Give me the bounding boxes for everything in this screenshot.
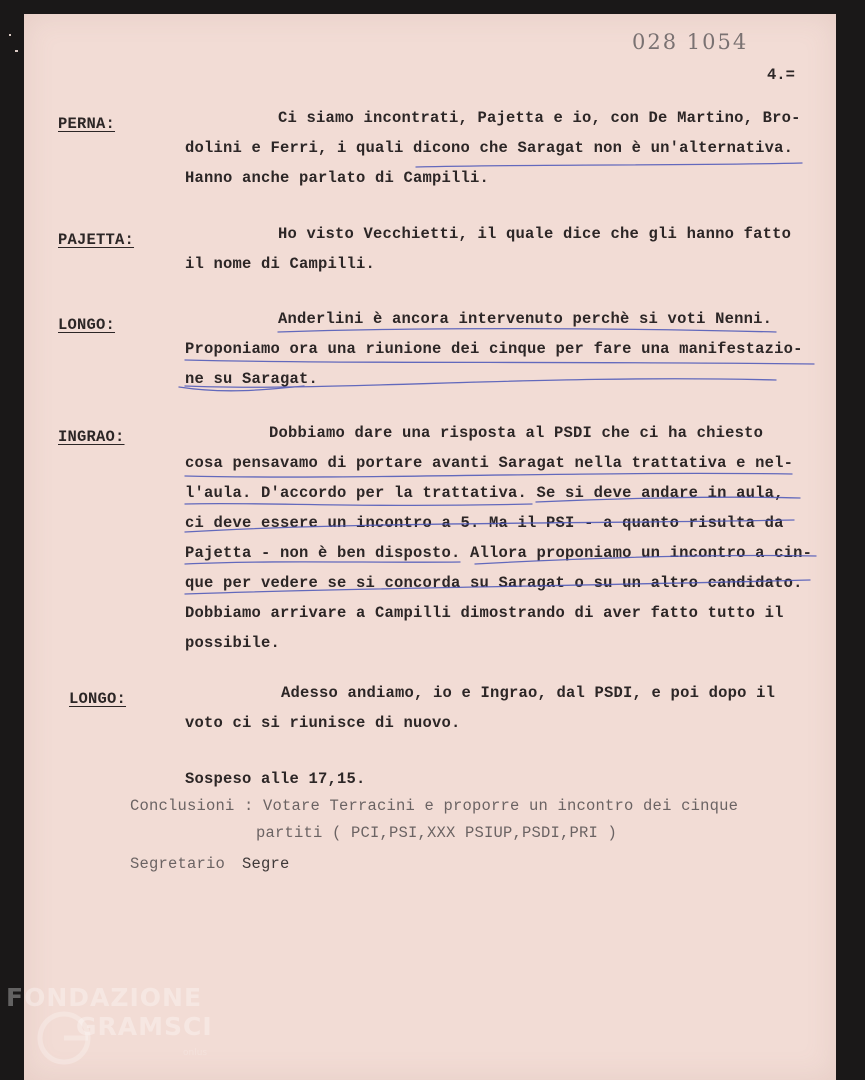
speck <box>15 50 18 52</box>
text-line: voto ci si riunisce di nuovo. <box>185 714 461 732</box>
text-line: Proponiamo ora una riunione dei cinque per fare una manifestazio- <box>185 340 803 358</box>
watermark-sub: onlus <box>183 1048 208 1058</box>
underline-mark <box>185 504 532 506</box>
underline-mark <box>278 329 776 332</box>
conclusions-label: Conclusioni : <box>130 797 254 815</box>
speaker-longo-2: LONGO: <box>69 690 127 708</box>
text-line: ne su Saragat. <box>185 370 319 388</box>
speck <box>9 34 11 36</box>
suspended-note: Sospeso alle 17,15. <box>185 770 366 788</box>
document-page <box>24 14 836 1080</box>
underline-mark <box>185 473 792 477</box>
text-line: possibile. <box>185 634 281 652</box>
text-line: Adesso andiamo, io e Ingrao, dal PSDI, e poi dopo il <box>281 684 776 702</box>
text-line: Ci siamo incontrati, Pajetta e io, con De Martino, Bro- <box>278 109 801 127</box>
speaker-pajetta: PAJETTA: <box>58 231 135 249</box>
watermark-line-1: FONDAZIONE <box>6 983 203 1012</box>
text-line: Dobbiamo dare una risposta al PSDI che ci ha chiesto <box>269 424 764 442</box>
archive-number: 028 1054 <box>632 30 749 54</box>
text-line: que per vedere se si concorda su Saragat o su un altro candidato. <box>185 574 803 592</box>
speaker-longo: LONGO: <box>58 316 116 334</box>
watermark-logo-icon <box>34 1008 94 1068</box>
text-line: Dobbiamo arrivare a Campilli dimostrando di aver fatto tutto il <box>185 604 784 622</box>
text-line: Ho visto Vecchietti, il quale dice che gli hanno fatto <box>278 225 792 243</box>
text-line: cosa pensavamo di portare avanti Saragat nella trattativa e nel- <box>185 454 794 472</box>
page-number: 4.= <box>767 66 795 84</box>
text-line: ci deve essere un incontro a 5. Ma il PSI - a quanto risulta da <box>185 514 784 532</box>
speaker-ingrao: INGRAO: <box>58 428 125 446</box>
text-line: il nome di Campilli. <box>185 255 376 273</box>
underline-mark <box>185 360 814 364</box>
conclusions-text-2: partiti ( PCI,PSI,XXX PSIUP,PSDI,PRI ) <box>256 824 618 842</box>
text-line: Pajetta - non è ben disposto. Allora proponiamo un incontro a cin- <box>185 544 813 562</box>
watermark-line-2: GRAMSCI <box>76 1012 213 1041</box>
secretary-name: Segre <box>242 855 290 873</box>
underline-mark <box>416 163 802 167</box>
speaker-perna: PERNA: <box>58 115 116 133</box>
text-line: l'aula. D'accordo per la trattativa. Se si deve andare in aula, <box>185 484 784 502</box>
conclusions-text: Votare Terracini e proporre un incontro dei cinque <box>263 797 739 815</box>
underline-mark <box>185 562 460 564</box>
text-line: Hanno anche parlato di Campilli. <box>185 169 490 187</box>
text-line: Anderlini è ancora intervenuto perchè si voti Nenni. <box>278 310 773 328</box>
secretary-label: Segretario <box>130 855 226 873</box>
text-line: dolini e Ferri, i quali dicono che Saragat non è un'alternativa. <box>185 139 794 157</box>
